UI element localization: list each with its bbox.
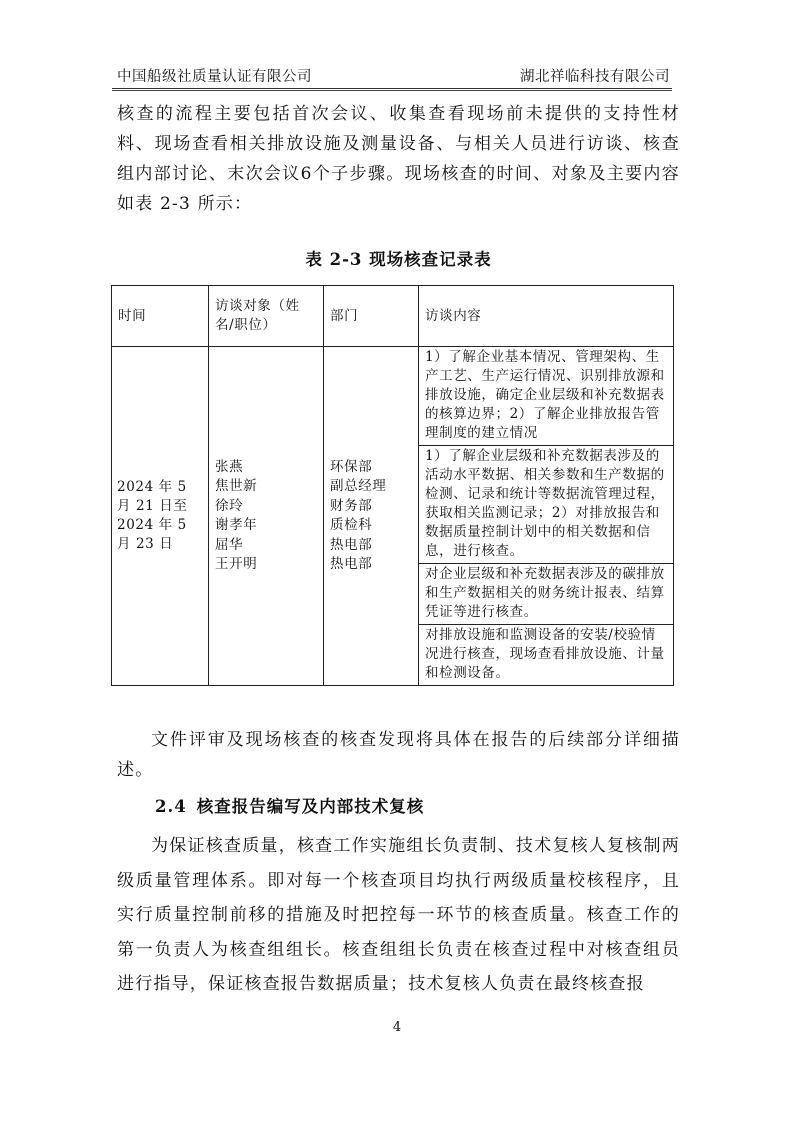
cell-time: 2024 年 5 月 21 日至 2024 年 5 月 23 日 <box>112 347 209 686</box>
department-name: 财务部 <box>330 497 373 514</box>
table-header-row <box>112 286 674 347</box>
section-number: 2.4 <box>155 797 187 816</box>
header-right-company: 湖北祥临科技有限公司 <box>520 69 670 85</box>
department-name: 热电部 <box>330 536 373 553</box>
section-title: 核查报告编写及内部技术复核 <box>196 797 425 816</box>
page-header <box>117 64 670 86</box>
header-time: 时间 <box>112 286 209 347</box>
after-table-paragraph: 文件评审及现场核查的核查发现将具体在报告的后续部分详细描述。 <box>117 730 680 780</box>
person-name: 屈华 <box>215 536 244 553</box>
header-left-company: 中国船级社质量认证有限公司 <box>117 69 312 85</box>
cell-content-2: 1）了解企业层级和补充数据表涉及的活动水平数据、相关参数和生产数据的检测、记录和统计等数据流管理过程，获取相关监测记录；2）对排放报告和数据质量控制计划中的相关数据和信息，进行核查。 <box>419 446 674 564</box>
header-divider <box>112 88 672 91</box>
header-content: 访谈内容 <box>419 286 674 347</box>
cell-departments <box>324 347 419 686</box>
body-paragraph: 为保证核查质量，核查工作实施组长负责制、技术复核人复核制两级质量管理体系。即对每一个核查项目均执行两级质量校核程序，且实行质量控制前移的措施及时把控每一环节的核查质量。核查工作的第一负责人为核查组组长。核查组组长负责在核查过程中对核查组员进行指导，保证核查报告数据质量；技术复核人负责在最终核查报 <box>117 836 680 994</box>
cell-content-1: 1）了解企业基本情况、管理架构、生产工艺、生产运行情况、识别排放源和排放设施，确定企业层级和补充数据表的核算边界；2）了解企业排放报告管理制度的建立情况 <box>419 347 674 446</box>
table-row <box>112 347 674 446</box>
header-interviewee: 访谈对象（姓名/职位） <box>209 286 324 347</box>
person-name: 徐玲 <box>215 497 244 514</box>
inspection-record-table <box>111 285 674 686</box>
table-caption: 表 2-3 现场核查记录表 <box>305 250 492 269</box>
header-department: 部门 <box>324 286 419 347</box>
section-heading <box>155 793 424 817</box>
intro-paragraph: 核查的流程主要包括首次会议、收集查看现场前未提供的支持性材料、现场查看相关排放设施及测量设备、与相关人员进行访谈、核查组内部讨论、末次会议6个子步骤。现场核查的时间、对象及主要内容如表 2-3 所示： <box>117 104 680 214</box>
department-name: 环保部 <box>330 458 373 475</box>
cell-content-4: 对排放设施和监测设备的安装/校验情况进行核查，现场查看排放设施、计量和检测设备。 <box>419 625 674 686</box>
department-name: 质检科 <box>330 517 373 533</box>
department-name: 热电部 <box>330 556 373 572</box>
person-name: 焦世新 <box>215 478 258 494</box>
cell-persons <box>209 347 324 686</box>
cell-content-3: 对企业层级和补充数据表涉及的碳排放和生产数据相关的财务统计报表、结算凭证等进行核查。 <box>419 564 674 625</box>
person-name: 谢孝年 <box>215 517 258 533</box>
person-name: 王开明 <box>215 556 258 572</box>
person-name: 张燕 <box>215 458 244 475</box>
page-number: 4 <box>392 1020 402 1035</box>
department-name: 副总经理 <box>330 478 387 494</box>
